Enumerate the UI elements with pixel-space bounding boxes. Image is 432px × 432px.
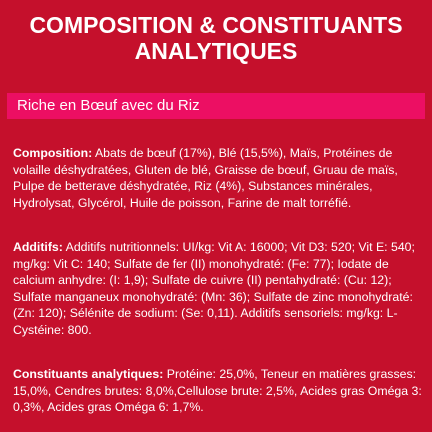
subtitle: Riche en Bœuf avec du Riz — [17, 97, 200, 114]
title-line-2: ANALYTIQUES — [134, 38, 298, 64]
page-title — [0, 12, 432, 64]
title-line-1: COMPOSITION & CONSTITUANTS — [29, 12, 403, 38]
composition-label: Composition: — [13, 146, 93, 160]
constituants-section — [13, 366, 423, 416]
constituants-label: Constituants analytiques: — [13, 367, 164, 381]
constituants-text: Protéine: 25,0%, Teneur en matières grasses: 15,0%, Cendres brutes: 8,0%,Cellulose brute: 2,5%, Acides gras Oméga 3: 0,3%, Acides gras Oméga 6: 1,7%. — [13, 367, 422, 414]
composition-section — [13, 145, 423, 211]
composition-text: Abats de bœuf (17%), Blé (15,5%), Maïs, Protéines de volaille déshydratées, Gluten de blé, Graisse de bœuf, Gruau de maïs, Pulpe de betterave déshydratée, Riz (4%), Substances minérales, Hydrolysat, Glycérol, Huile de poisson, Farine de malt torréfié. — [13, 146, 398, 210]
subtitle-band — [7, 93, 425, 119]
additifs-label: Additifs: — [13, 240, 63, 254]
additifs-section — [13, 239, 423, 338]
additifs-text: Additifs nutritionnels: UI/kg: Vit A: 16000; Vit D3: 520; Vit E: 540; mg/kg: Vit C: 140; Sulfate de fer (II) monohydraté: (Fe: 77); Iodate de calcium anhydre: (I: 1,9); Sulfate de cuivre (II) pentahydraté: (Cu: 12); Sulfate manganeux monohydraté: (Mn: 36); Sulfate de zinc monohydraté: (Zn: 120); Sélénite de sodium: (Se: 0,11). Additifs sensoriels: mg/kg: L-Cystéine: 800. — [13, 240, 415, 337]
